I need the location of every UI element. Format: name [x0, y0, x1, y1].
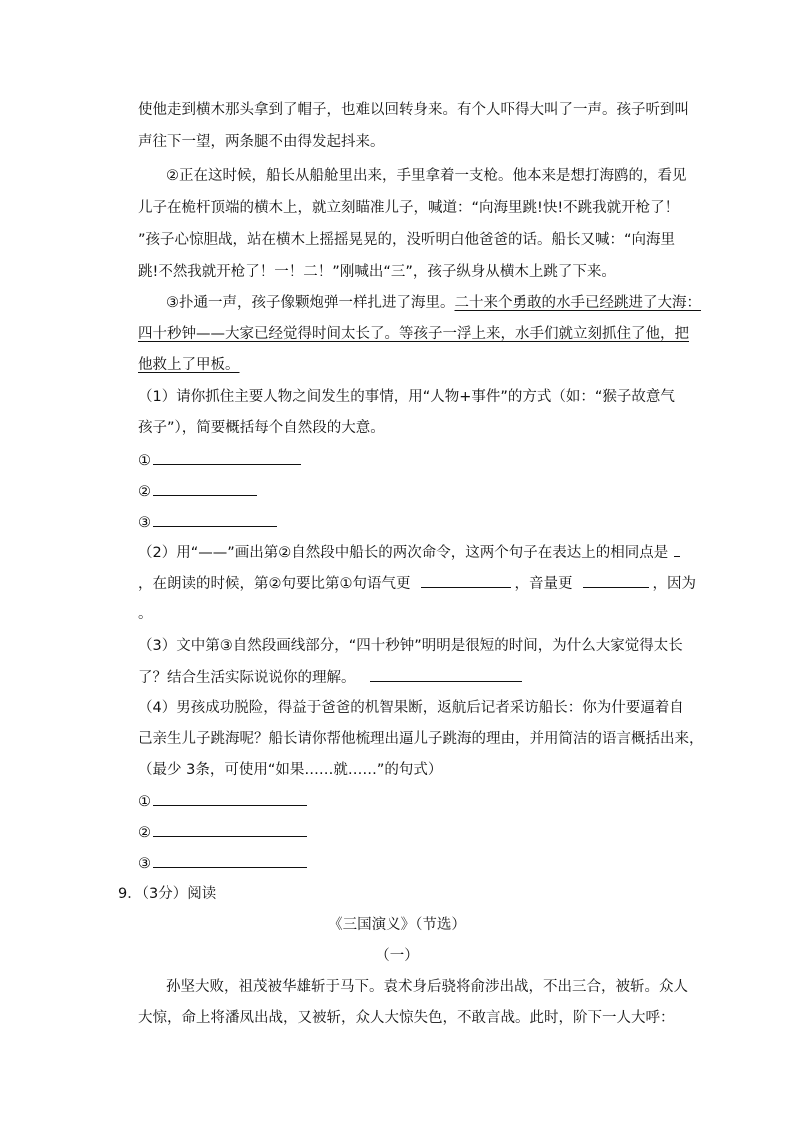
question-text: 了？结合生活实际说说你的理解。 — [138, 670, 356, 686]
passage-line: 使他走到横木那头拿到了帽子，也难以回转身来。有个人吓得大叫了一声。孩子听到叫 — [138, 102, 689, 118]
answer-marker: ① — [138, 453, 151, 469]
section-title: 《三国演义》（节选） — [328, 917, 466, 933]
answer-blank[interactable] — [370, 667, 522, 682]
answer-marker: ③ — [138, 856, 151, 872]
answer-line — [138, 853, 678, 874]
question-1: （1）请你抓住主要人物之间发生的事情，用“人物+事件”的方式（如：“猴子故意气 — [138, 389, 675, 405]
answer-marker: ② — [138, 825, 151, 841]
passage-line: 儿子在桅杆顶端的横木上，就立刻瞄准儿子，喊道：“向海里跳!快!不跳我就开枪了！ — [138, 200, 680, 216]
passage-paragraph: 孙坚大败，祖茂被华雄斩于马下。袁术身后骁将俞涉出战，不出三合，被斩。众人 — [166, 979, 688, 995]
passage-paragraph-3 — [166, 293, 706, 313]
answer-blank[interactable] — [153, 791, 307, 806]
answer-blank[interactable] — [153, 481, 257, 496]
question-text: 己亲生儿子跳海呢？船长请你帮他梳理出逼儿子跳海的理由，并用简洁的语言概括出来， — [138, 731, 704, 747]
answer-blank[interactable] — [153, 822, 307, 837]
passage-paragraph-2: ②正在这时候，船长从船舱里出来，手里拿着一支枪。他本来是想打海鸥的，看见 — [166, 168, 687, 184]
passage-line: 声往下一望，两条腿不由得发起抖来。 — [138, 134, 385, 150]
underlined-text: 二十来个勇敢的水手已经跳进了大海： — [454, 295, 701, 311]
answer-blank[interactable] — [153, 853, 307, 868]
question-text: （最少 3条，可使用“如果……就……”的句式） — [138, 762, 443, 778]
question-2 — [138, 542, 678, 563]
passage-text: ③扑通一声，孩子像颗炮弹一样扎进了海里。 — [166, 295, 455, 311]
question-text: ，音量更 — [514, 576, 573, 592]
section-subtitle: （一） — [375, 948, 419, 964]
passage-line: 跳!不然我就开枪了！一！二！”刚喊出“三”，孩子纵身从横木上跳了下来。 — [138, 264, 616, 280]
question-4: （4）男孩成功脱险，得益于爸爸的机智果断，返航后记者采访船长：你为什要逼着自 — [138, 700, 684, 716]
answer-blank[interactable] — [583, 573, 649, 588]
question-text: 。 — [138, 606, 153, 622]
question-text: （2）用“——”画出第②自然段中船长的两次命令，这两个句子在表达上的相同点是 — [138, 545, 669, 561]
question-text — [138, 667, 678, 688]
underlined-text: 四十秒钟——大家已经觉得时间太长了。等孩子一浮上来，水手们就立刻抓住了他，把 — [138, 326, 689, 342]
answer-marker: ③ — [138, 515, 151, 531]
answer-line — [138, 791, 678, 812]
answer-marker: ② — [138, 484, 151, 500]
answer-line — [138, 481, 678, 502]
question-text: 孩子”），简要概括每个自然段的大意。 — [138, 420, 385, 436]
question-text: ，因为 — [652, 576, 696, 592]
answer-line — [138, 512, 678, 533]
passage-line: 大惊，命上将潘凤出战，又被斩，众人大惊失色，不敢言战。此时，阶下一人大呼： — [138, 1010, 675, 1026]
answer-blank[interactable] — [674, 542, 680, 557]
question-text: ，在朗读的时候，第②句要比第①句语气更 — [138, 576, 411, 592]
question-text — [138, 573, 696, 594]
question-3: （3）文中第③自然段画线部分，“四十秒钟”明明是很短的时间，为什么大家觉得太长 — [138, 638, 683, 654]
answer-blank[interactable] — [153, 512, 277, 527]
answer-blank[interactable] — [153, 450, 301, 465]
answer-marker: ① — [138, 794, 151, 810]
answer-line — [138, 450, 678, 471]
answer-line — [138, 822, 678, 843]
question-9-header: 9．（3分）阅读 — [118, 886, 217, 902]
passage-line: ”孩子心惊胆战，站在横木上摇摇晃晃的，没听明白他爸爸的话。船长又喊：“向海里 — [138, 232, 676, 248]
answer-blank[interactable] — [421, 573, 511, 588]
underlined-text: 他救上了甲板。 — [138, 357, 240, 373]
